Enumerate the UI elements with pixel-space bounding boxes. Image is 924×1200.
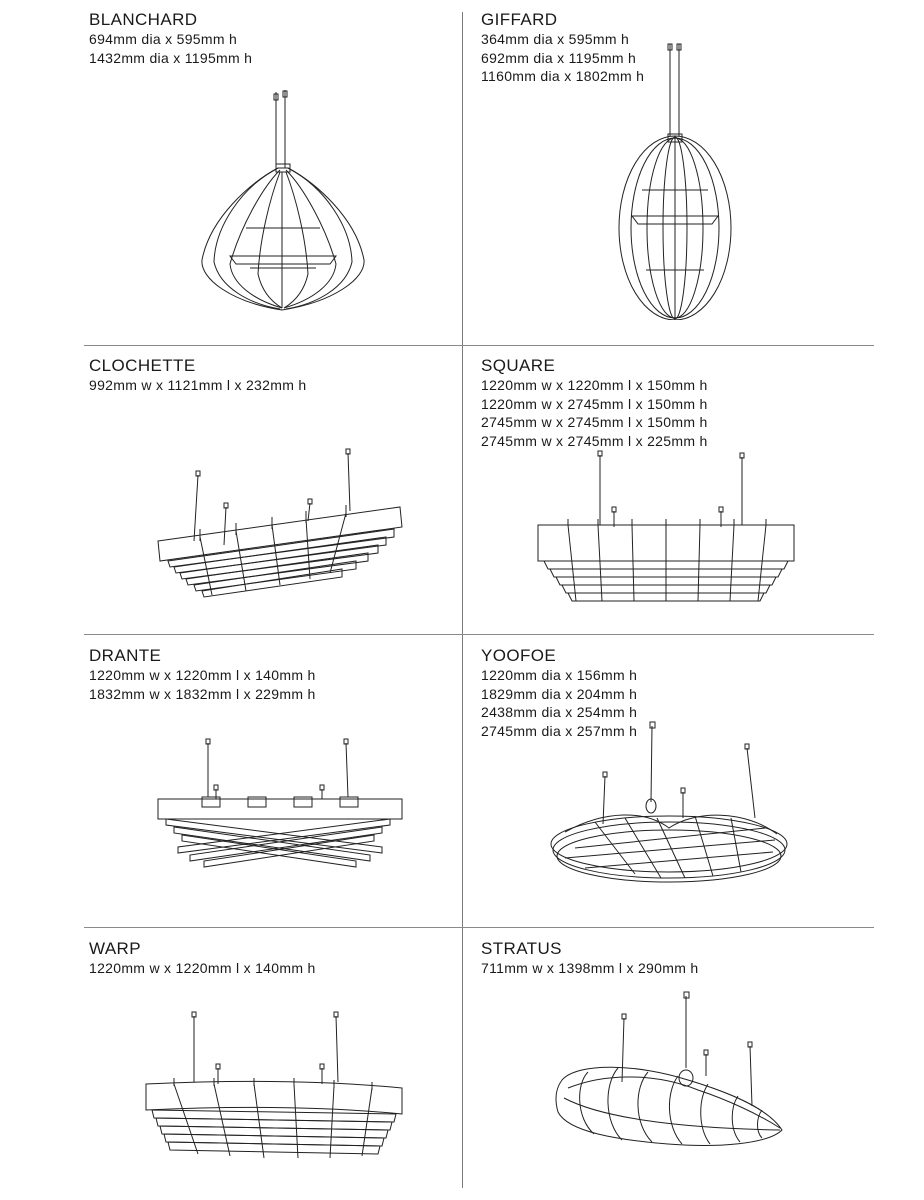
dimension-line: 2745mm w x 2745mm l x 150mm h — [481, 414, 708, 430]
dimension-list — [481, 376, 708, 450]
product-title: BLANCHARD — [89, 10, 198, 29]
dimension-list — [481, 959, 698, 978]
dimension-line: 711mm w x 1398mm l x 290mm h — [481, 960, 699, 976]
product-title: GIFFARD — [481, 10, 558, 29]
product-title: CLOCHETTE — [89, 356, 196, 375]
slatted-ceiling-icon — [150, 445, 418, 610]
product-card-clochette — [89, 356, 306, 395]
dimension-line: 992mm w x 1121mm l x 232mm h — [89, 377, 307, 393]
dimension-line: 1220mm dia x 156mm h — [481, 667, 638, 683]
product-title: YOOFOE — [481, 646, 557, 665]
product-title: SQUARE — [481, 356, 556, 375]
product-card-stratus — [481, 939, 698, 978]
row-divider — [84, 634, 874, 635]
dimension-line: 694mm dia x 595mm h — [89, 31, 238, 47]
dimension-line: 1829mm dia x 204mm h — [481, 685, 638, 702]
pendant-lamp-icon — [190, 88, 380, 318]
product-card-square — [481, 356, 708, 450]
dimension-line: 1220mm w x 1220mm l x 140mm h — [89, 667, 316, 683]
dimension-line: 364mm dia x 595mm h — [481, 31, 630, 47]
row-divider — [84, 927, 874, 928]
product-card-warp — [89, 939, 316, 978]
dimension-line: 1160mm dia x 1802mm h — [481, 68, 645, 84]
dimension-list — [89, 666, 316, 703]
disc-canopy-icon — [545, 718, 795, 888]
dimension-line: 692mm dia x 1195mm h — [481, 49, 637, 66]
dimension-line: 1220mm w x 2745mm l x 150mm h — [481, 395, 708, 412]
dimension-list — [89, 959, 316, 978]
dimension-line: 2745mm w x 2745mm l x 225mm h — [481, 432, 708, 449]
dimension-line: 2438mm dia x 254mm h — [481, 704, 638, 720]
oval-pendant-icon — [612, 40, 742, 320]
dimension-line: 1220mm w x 1220mm l x 140mm h — [89, 960, 316, 976]
row-divider — [84, 345, 874, 346]
dimension-list — [89, 30, 252, 67]
dimension-list — [89, 376, 306, 395]
crossed-slat-ceiling-icon — [150, 735, 410, 870]
product-title: STRATUS — [481, 939, 562, 958]
product-title: WARP — [89, 939, 141, 958]
dimension-line: 2745mm dia x 257mm h — [481, 722, 638, 739]
dimension-line: 1832mm w x 1832mm l x 229mm h — [89, 685, 316, 702]
cloud-canopy-icon — [548, 988, 788, 1158]
grid-ceiling-icon — [530, 445, 810, 610]
product-title: DRANTE — [89, 646, 162, 665]
dimension-line: 1432mm dia x 1195mm h — [89, 49, 253, 66]
dimension-line: 1220mm w x 1220mm l x 150mm h — [481, 377, 708, 393]
product-card-drante — [89, 646, 316, 703]
column-divider — [462, 12, 463, 1188]
product-card-blanchard — [89, 10, 252, 67]
warped-grid-icon — [140, 1008, 415, 1168]
